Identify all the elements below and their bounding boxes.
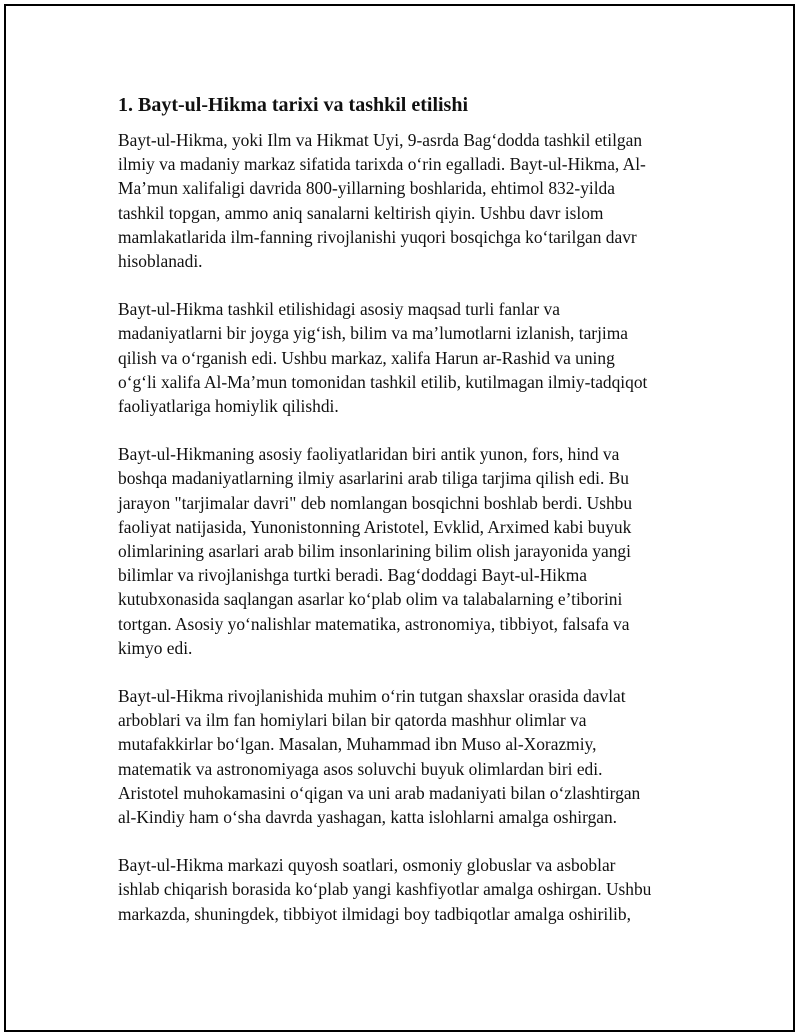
paragraph — [118, 853, 684, 926]
text-line: mutafakkirlar bo‘lgan. Masalan, Muhammad ibn Muso al-Xorazmiy, — [118, 734, 597, 755]
paragraph-list — [118, 128, 684, 926]
text-line: hisoblanadi. — [118, 251, 203, 272]
text-line: tortgan. Asosiy yo‘nalishlar matematika, astronomiya, tibbiyot, falsafa va — [118, 613, 630, 634]
text-line: jarayon "tarjimalar davri" deb nomlangan bosqichni boshlab berdi. Ushbu — [118, 492, 633, 513]
text-line: al-Kindiy ham o‘sha davrda yashagan, katta islohlarni amalga oshirgan. — [118, 807, 618, 828]
text-line: faoliyatlariga homiylik qilishdi. — [118, 396, 339, 417]
text-line: arboblari va ilm fan homiylari bilan bir qatorda mashhur olimlar va — [118, 710, 587, 731]
text-line: boshqa madaniyatlarning ilmiy asarlarini arab tiliga tarjima qilish edi. Bu — [118, 468, 629, 489]
text-line: ilmiy va madaniy markaz sifatida tarixda o‘rin egalladi. Bayt-ul-Hikma, Al- — [118, 154, 646, 175]
text-line: mamlakatlarida ilm-fanning rivojlanishi yuqori bosqichga ko‘tarilgan davr — [118, 226, 637, 247]
text-line: Bayt-ul-Hikma rivojlanishida muhim o‘rin tutgan shaxslar orasida davlat — [118, 686, 626, 707]
text-line: faoliyat natijasida, Yunonistonning Aristotel, Evklid, Arximed kabi buyuk — [118, 516, 632, 537]
text-line: olimlarining asarlari arab bilim insonlarining bilim olish jarayonida yangi — [118, 541, 631, 562]
paragraph — [118, 684, 684, 829]
text-line: kimyo edi. — [118, 637, 193, 658]
paragraph — [118, 128, 684, 273]
text-line: Bayt-ul-Hikma markazi quyosh soatlari, osmoniy globuslar va asboblar — [118, 855, 616, 876]
text-line: o‘g‘li xalifa Al-Ma’mun tomonidan tashkil etilib, kutilmagan ilmiy-tadqiqot — [118, 371, 648, 392]
text-line: madaniyatlarni bir joyga yig‘ish, bilim va ma’lumotlarni izlanish, tarjima — [118, 323, 629, 344]
text-line: Bayt-ul-Hikma, yoki Ilm va Hikmat Uyi, 9-asrda Bag‘dodda tashkil etilgan — [118, 130, 643, 150]
text-line: markazda, shuningdek, tibbiyot ilmidagi boy tadbiqotlar amalga oshirilib, — [118, 903, 631, 924]
text-line: bilimlar va rivojlanishga turtki beradi. Bag‘doddagi Bayt-ul-Hikma — [118, 565, 587, 586]
text-line: Ma’mun xalifaligi davrida 800-yillarning boshlarida, ehtimol 832-yilda — [118, 178, 615, 199]
paragraph — [118, 442, 684, 660]
text-line: Aristotel muhokamasini o‘qigan va uni arab madaniyati bilan o‘zlashtirgan — [118, 782, 641, 803]
document-body — [118, 92, 684, 950]
text-line: ishlab chiqarish borasida ko‘plab yangi kashfiyotlar amalga oshirgan. Ushbu — [118, 879, 652, 900]
text-line: qilish va o‘rganish edi. Ushbu markaz, xalifa Harun ar-Rashid va uning — [118, 347, 615, 368]
paragraph — [118, 297, 684, 418]
section-heading: 1. Bayt-ul-Hikma tarixi va tashkil etilishi — [118, 94, 469, 116]
text-line: matematik va astronomiyaga asos soluvchi buyuk olimlardan biri edi. — [118, 758, 603, 779]
text-line: tashkil topgan, ammo aniq sanalarni keltirish qiyin. Ushbu davr islom — [118, 202, 604, 223]
text-line: kutubxonasida saqlangan asarlar ko‘plab olim va talabalarning e’tiborini — [118, 589, 623, 610]
text-line: Bayt-ul-Hikma tashkil etilishidagi asosiy maqsad turli fanlar va — [118, 299, 560, 320]
text-line: Bayt-ul-Hikmaning asosiy faoliyatlaridan biri antik yunon, fors, hind va — [118, 444, 620, 465]
